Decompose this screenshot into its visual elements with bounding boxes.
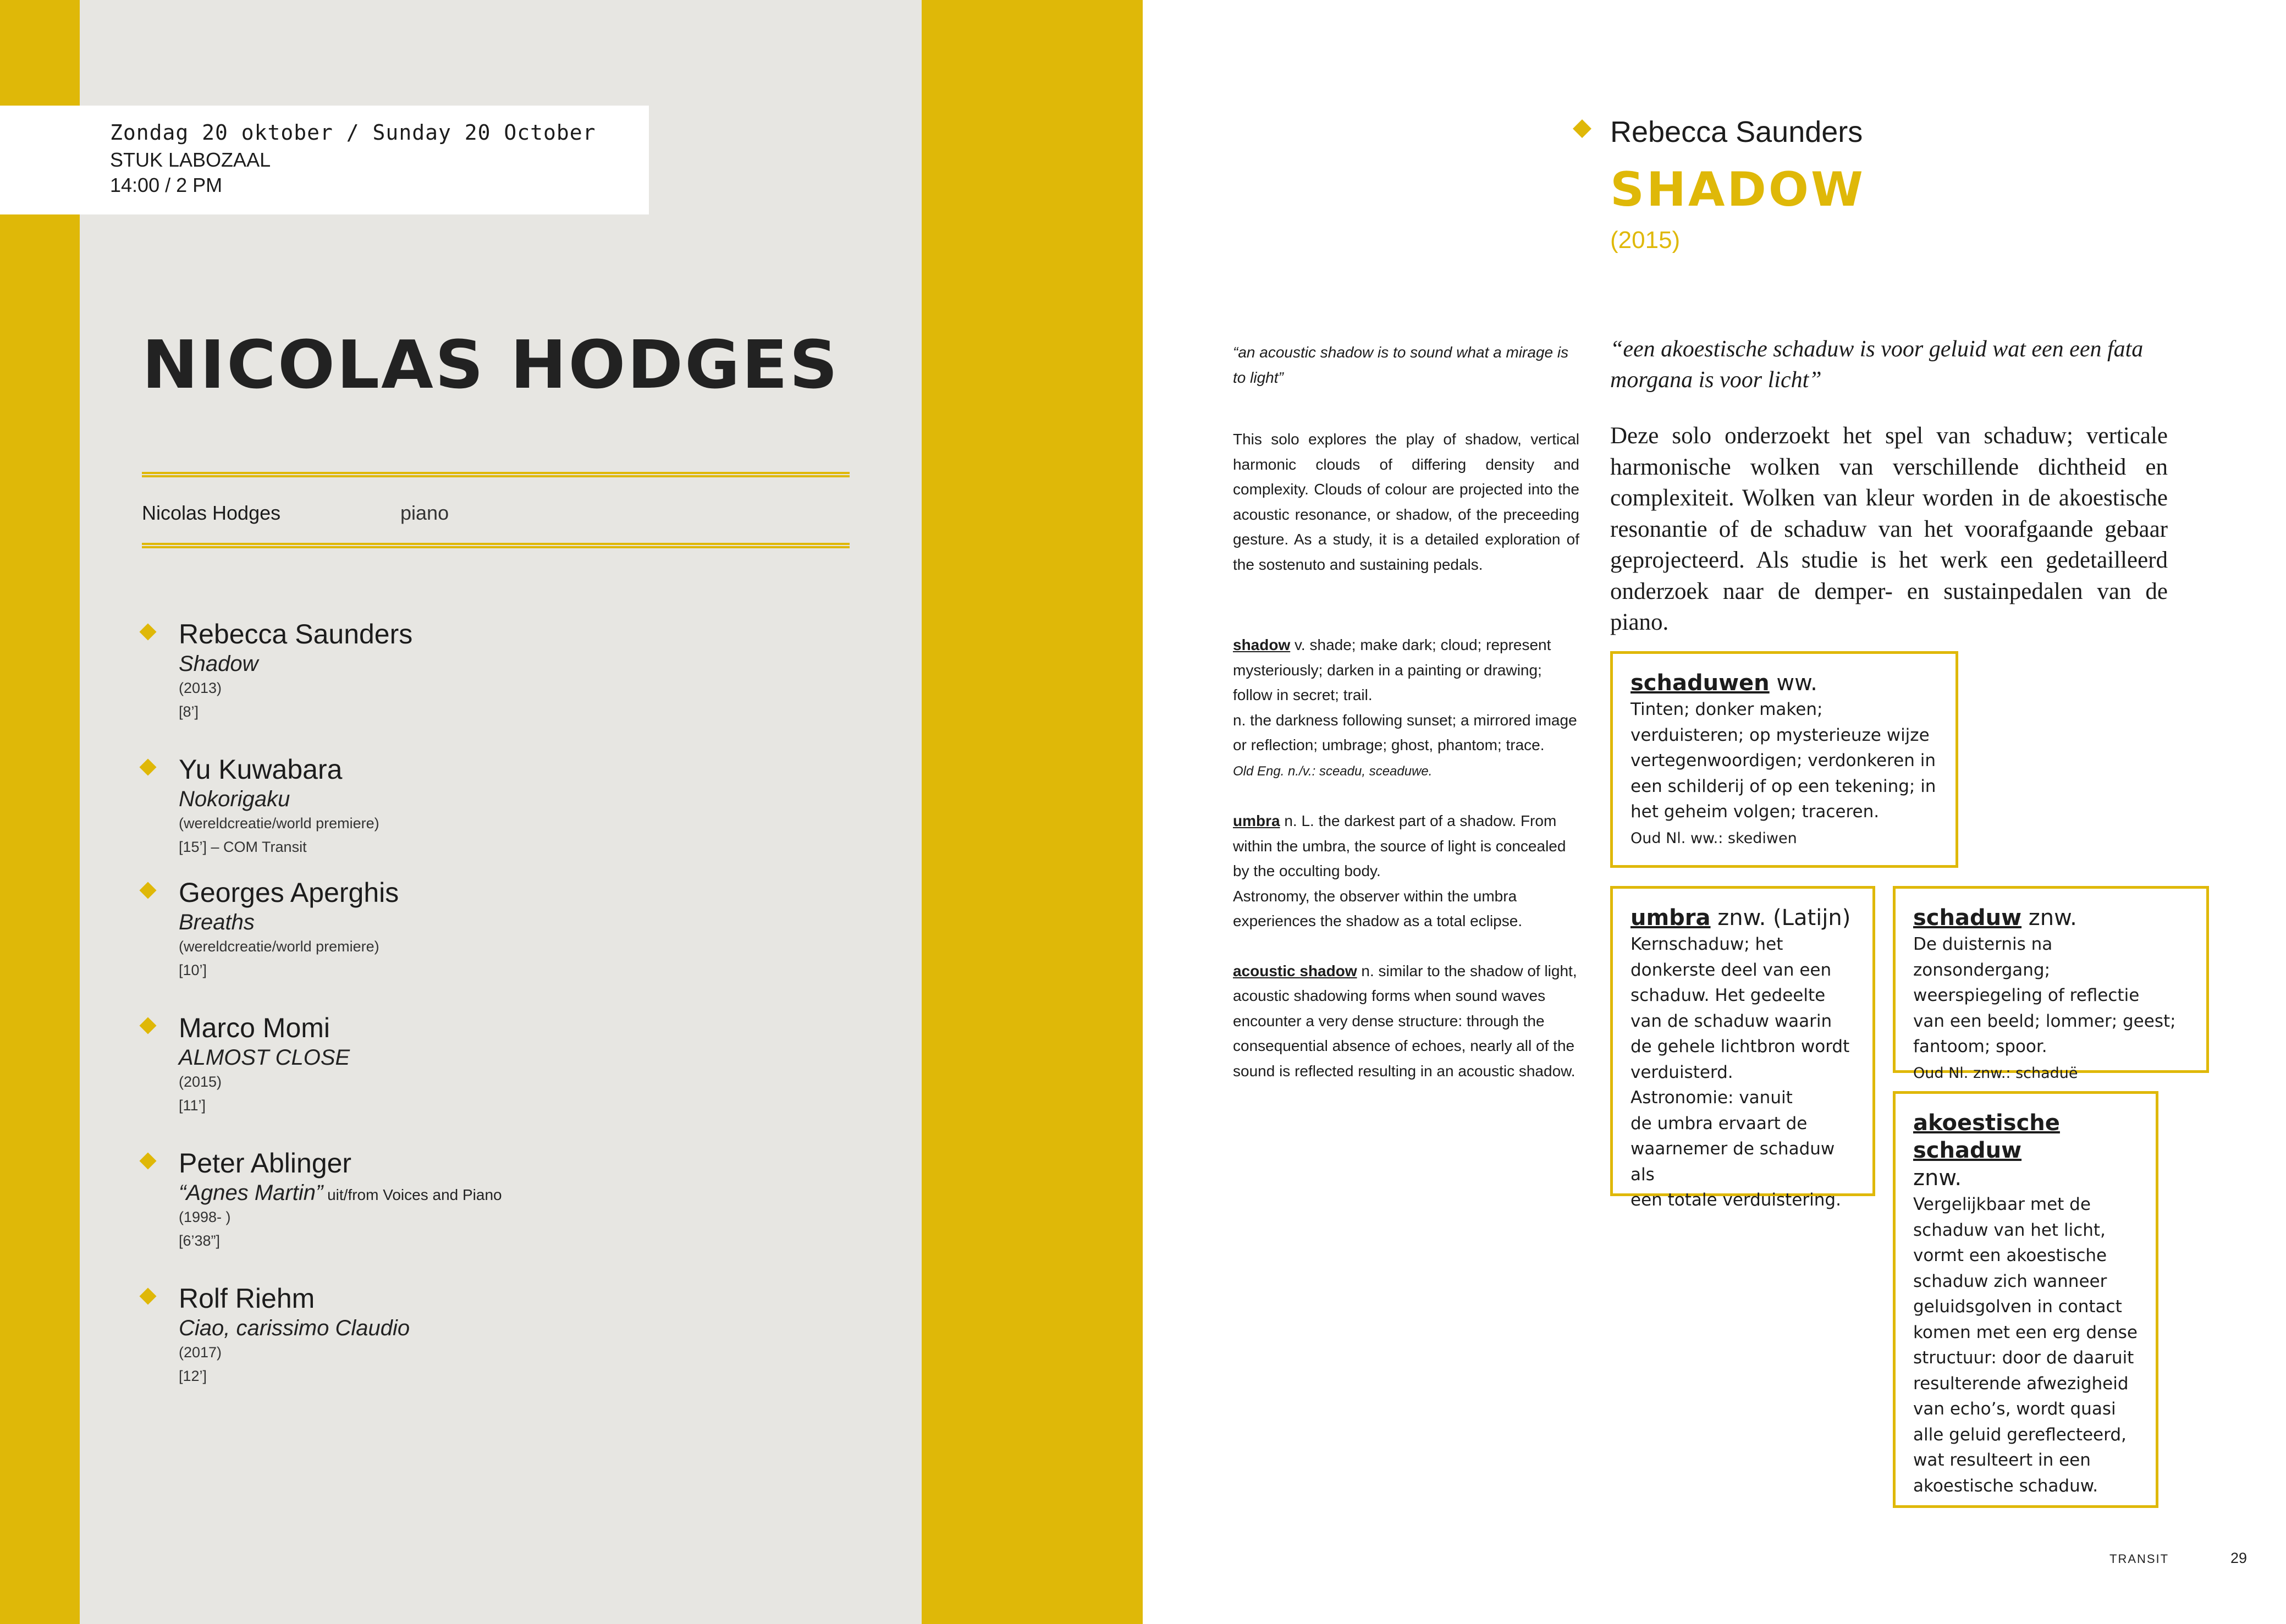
page-number: 29 [2230,1550,2248,1566]
dict-term: umbra [1233,812,1280,829]
dict-box-schaduwen: schaduwen ww. Tinten; donker maken; verduisteren; op mysterieuze wijze vertegenwoordigen; verdonkeren in een schilderij of op een tekening; in het geheim volgen; traceren. Oud Nl. ww.: skediwen [1610,651,1958,868]
credit-role: piano [400,502,449,524]
dict-term: umbra [1631,905,1711,931]
work-composer: Rebecca Saunders [179,619,413,649]
work-title: Ciao, carissimo Claudio [179,1316,410,1340]
work-duration: [10’] [179,962,207,978]
work-premiere: (wereldcreatie/world premiere) [179,938,379,955]
dict-box-umbra: umbra znw. (Latijn) Kernschaduw; het donkerste deel van een schaduw. Het gedeelte van de schaduw waarin de gehele lichtbron wordt verduisterd. Astronomie: vanuit de umbra ervaart de waarnemer de schaduw als een totale verduistering. [1610,886,1875,1196]
work-title: ALMOST CLOSE [179,1045,350,1070]
footer-section-label: TRANSIT [2109,1552,2169,1566]
work-duration: [8’] [179,703,199,720]
work-title-heading: SHADOW [1610,162,1865,217]
work-duration: [6’38”] [179,1232,221,1249]
work-duration: [11’] [179,1097,206,1114]
work-composer: Peter Ablinger [179,1148,352,1179]
dutch-quote: “een akoestische schaduw is voor geluid wat een een fata morgana is voor licht” [1610,337,2144,393]
english-description: This solo explores the play of shadow, vertical harmonic clouds of differing density and complexity. Clouds of colour are projected into the acoustic resonance, or shadow, of the preceeding gesture. As a study, it is a detailed exploration of the sostenuto and sustaining pedals. [1233,431,1579,573]
dutch-description: Deze solo onderzoekt het spel van schaduw; verticale harmonische wolken van verschillende dichtheid en complexiteit. Wolken van kleur worden in de akoestische resonantie of de schaduw van het voorafgaande gebaar geprojecteerd. Als studie is het werk een gedetailleerd onderzoek naar de demper- en sustainpedalen van de piano. [1610,423,2168,635]
english-dictionary [1233,632,1579,1108]
work-year: (1998- ) [179,1209,231,1225]
work-composer-heading: Rebecca Saunders [1610,115,1863,148]
work-premiere: (wereldcreatie/world premiere) [179,815,379,832]
dict-etymology: Oud Nl. znw.: schaduë [1913,1064,2078,1082]
dict-term: schaduwen [1631,670,1770,696]
dict-etymology: Old Eng. n./v.: sceadu, sceaduwe. [1233,763,1433,779]
date-header [0,106,649,214]
work-title: “Agnes Martin” uit/from Voices and Piano [179,1181,502,1205]
work-title: Nokorigaku [179,787,290,811]
dict-box-schaduw: schaduw znw. De duisternis na zonsondergang; weerspiegeling of reflectie van een beeld; lommer; geest; fantoom; spoor. Oud Nl. znw.: schaduë [1893,886,2209,1073]
dict-term: shadow [1233,636,1291,653]
work-composer: Yu Kuwabara [179,754,343,785]
work-composer: Georges Aperghis [179,877,399,908]
credit-name: Nicolas Hodges [142,502,281,524]
work-year: (2013) [179,680,222,696]
dict-entry-acoustic-shadow: acoustic shadow n. similar to the shadow of light, acoustic shadowing forms when sound waves encounter a very dense structure: through the consequential absence of echoes, nearly all of the sound is reflected resulting in an acoustic shadow. [1233,962,1577,1080]
work-duration: [12’] [179,1368,207,1384]
dict-term: schaduw [1913,905,2022,931]
left-yellow-band [0,0,80,1624]
work-title: Shadow [179,652,258,676]
work-year: (2017) [179,1344,222,1361]
performer-title: NICOLAS HODGES [142,327,840,404]
work-composer: Rolf Riehm [179,1283,315,1314]
divider-bottom [142,543,850,548]
work-title: Breaths [179,910,255,934]
center-yellow-band [922,0,1143,1624]
dict-term: akoestische [1913,1110,2060,1136]
concert-time: 14:00 / 2 PM [110,174,223,196]
concert-venue: STUK LABOZAAL [110,148,271,171]
work-year-heading: (2015) [1610,227,1681,254]
dict-term: acoustic shadow [1233,962,1357,979]
work-composer: Marco Momi [179,1012,330,1043]
dict-entry-umbra: umbra n. L. the darkest part of a shadow. From within the umbra, the source of light is concealed by the occulting body. Astronomy, the observer within the umbra experiences the shadow as a total eclipse. [1233,812,1566,929]
work-year: (2015) [179,1074,222,1090]
dict-box-akoestische-schaduw: akoestische schaduw znw. Vergelijkbaar met de schaduw van het licht, vormt een akoestische schaduw zich wanneer geluidsgolven in contact komen met een erg dense structuur: door de daaruit resulterende afwezigheid van echo’s, wordt quasi alle geluid gereflecteerd, wat resulteert in een akoestische schaduw. [1893,1091,2158,1508]
english-quote: “an acoustic shadow is to sound what a mirage is to light” [1233,344,1569,386]
dict-entry-shadow: shadow v. shade; make dark; cloud; represent mysteriously; darken in a painting or drawing; follow in secret; trail. n. the darkness following sunset; a mirrored image or reflection; umbrage; ghost, phantom; trace. Old Eng. n./v.: sceadu, sceaduwe. [1233,636,1577,779]
work-duration: [15’] – COM Transit [179,839,307,855]
diamond-bullet-icon [1573,119,1591,138]
concert-date: Zondag 20 oktober / Sunday 20 October [110,120,596,145]
dict-etymology: Oud Nl. ww.: skediwen [1631,829,1797,847]
dict-term: schaduw [1913,1138,2022,1163]
divider-top [142,472,850,477]
work-title-suffix: uit/from Voices and Piano [323,1186,502,1203]
